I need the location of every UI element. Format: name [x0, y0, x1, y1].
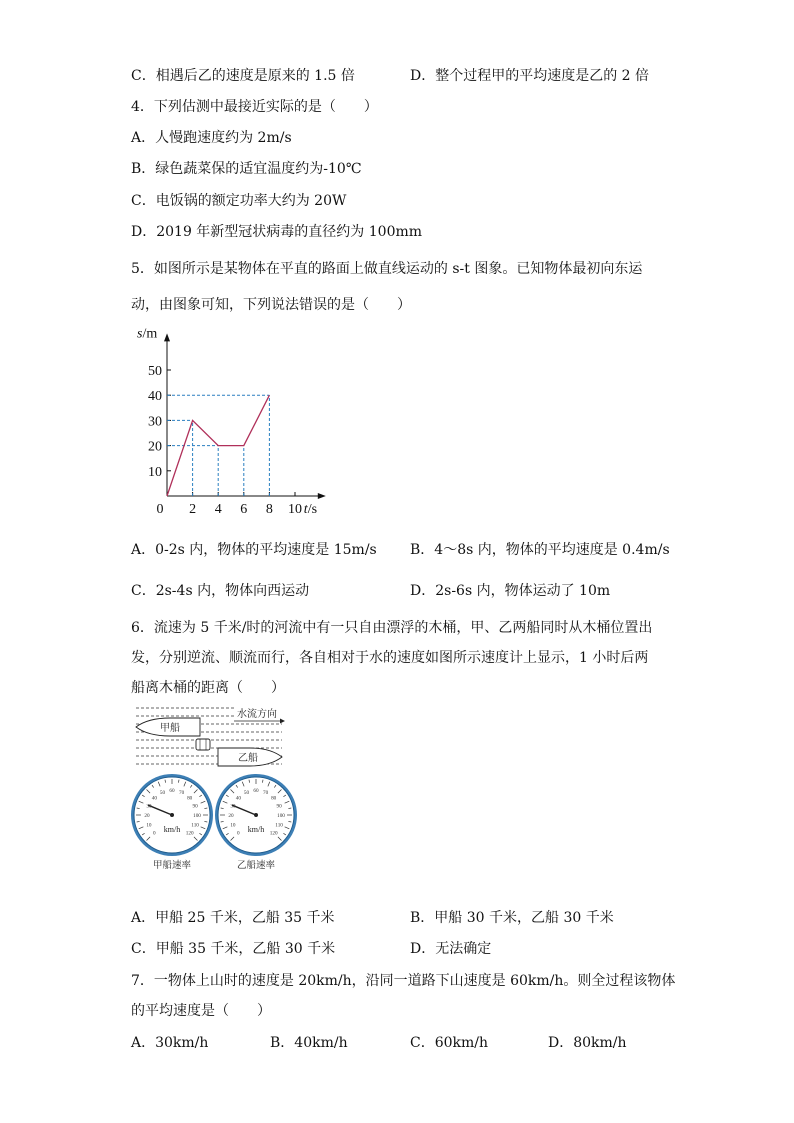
q6-option-d: D．无法确定: [410, 941, 492, 957]
gauge-tick-label: 110: [191, 822, 199, 829]
gauge-tick-label: 110: [275, 822, 283, 829]
gauge-tick-label: 100: [277, 813, 285, 819]
river-figure: [130, 702, 305, 874]
gauge-hub: [254, 813, 258, 817]
gauge-tick-label: 90: [276, 803, 282, 810]
q7-option-c: C．60km/h: [410, 1035, 489, 1051]
q6-option-b: B．甲船 30 千米，乙船 30 千米: [410, 910, 614, 926]
gauge-tick-label: 40: [151, 795, 157, 802]
gauge-tick-label: 0: [153, 830, 156, 837]
barrel-icon: [196, 739, 210, 750]
gauge-a-caption: 甲船速率: [152, 861, 192, 871]
y-tick-label: 50: [148, 364, 162, 379]
graph-labels: [137, 326, 317, 517]
x-tick-label: 2: [189, 502, 197, 517]
q6-option-c: C．甲船 35 千米，乙船 30 千米: [131, 941, 336, 957]
gauge-tick-label: 10: [230, 822, 236, 829]
gauge-tick-label: 20: [144, 813, 150, 819]
speedometer-b: [215, 774, 297, 856]
gauge-tick-label: 70: [178, 789, 185, 796]
y-tick-label: 20: [148, 439, 162, 455]
gauge-tick-label: 60: [253, 788, 259, 794]
gauge-tick-label: 20: [228, 813, 234, 819]
gauge-tick-label: 70: [262, 789, 269, 796]
gauge-unit-label: km/h: [247, 825, 265, 834]
q5-stem-line1: 5．如图所示是某物体在平直的路面上做直线运动的 s-t 图象。已知物体最初向东运: [131, 261, 643, 277]
gauge-tick-label: 90: [192, 803, 198, 810]
q5-stem-line2: 动，由图象可知，下列说法错误的是（ ）: [131, 297, 411, 313]
y-axis-arrow-icon: [164, 333, 170, 341]
q7-option-a: A．30km/h: [131, 1035, 209, 1051]
gauge-tick-label: 80: [187, 795, 193, 802]
y-tick-label: 30: [148, 414, 162, 430]
q5-option-d: D．2s-6s 内，物体运动了 10m: [410, 583, 611, 599]
x-tick-label: 10: [288, 502, 302, 517]
gauge-tick-label: 30: [146, 803, 152, 810]
q3-option-d: D．整个过程甲的平均速度是乙的 2 倍: [410, 68, 650, 84]
q4-stem: 4．下列估测中最接近实际的是（ ）: [131, 99, 378, 115]
x-tick-label: 4: [214, 502, 222, 517]
gauge-unit-label: km/h: [163, 825, 181, 834]
y-tick-label: 40: [148, 389, 162, 405]
y-tick-label: 10: [148, 464, 162, 480]
gauge-tick-label: 120: [269, 830, 278, 837]
q4-option-b: B．绿色蔬菜保的适宜温度约为-10℃: [131, 161, 362, 177]
q6-stem-line3: 船离木桶的距离（ ）: [131, 680, 285, 696]
gauge-tick-label: 10: [146, 822, 152, 829]
flow-direction-label: 水流方向: [237, 709, 277, 720]
gauge-tick-label: 30: [230, 803, 236, 810]
y-axis-label: s/m: [137, 326, 158, 342]
x-axis-label: t/s: [303, 502, 318, 517]
gauge-tick-label: 50: [159, 789, 166, 796]
gauge-tick-label: 80: [271, 795, 277, 802]
q7-stem-line1: 7．一物体上山时的速度是 20km/h，沿同一道路下山速度是 60km/h。则全过程该物体: [131, 973, 676, 989]
q5-option-a: A．0-2s 内，物体的平均速度是 15m/s: [131, 542, 377, 558]
q4-option-d: D．2019 年新型冠状病毒的直径约为 100mm: [131, 224, 423, 240]
x-tick-label: 0: [156, 502, 164, 517]
q6-option-a: A．甲船 25 千米，乙船 35 千米: [131, 910, 335, 926]
x-axis-arrow-icon: [318, 493, 326, 499]
q3-option-c: C．相遇后乙的速度是原来的 1.5 倍: [131, 68, 355, 84]
x-tick-label: 6: [240, 502, 248, 517]
gauge-tick-label: 60: [169, 788, 175, 794]
q4-option-a: A．人慢跑速度约为 2m/s: [131, 130, 292, 146]
gauge-tick-label: 40: [235, 795, 241, 802]
speedometer-a: [131, 774, 213, 856]
gauge-tick-label: 0: [237, 830, 240, 837]
q6-stem-line2: 发，分别逆流、顺流而行，各自相对于水的速度如图所示速度计上显示，1 小时后两: [131, 650, 649, 666]
st-graph: [130, 325, 330, 520]
boat-a-label: 甲船: [160, 723, 180, 734]
gauge-tick-label: 120: [185, 830, 194, 837]
graph-axes: [164, 333, 326, 499]
boat-b-label: 乙船: [238, 753, 258, 764]
gauge-hub: [170, 813, 174, 817]
q7-option-d: D．80km/h: [548, 1035, 627, 1051]
q6-stem-line1: 6．流速为 5 千米/时的河流中有一只自由漂浮的木桶，甲、乙两船同时从木桶位置出: [131, 620, 653, 636]
q5-option-b: B．4～8s 内，物体的平均速度是 0.4m/s: [410, 542, 670, 558]
gauge-tick-label: 100: [193, 813, 201, 819]
x-tick-label: 8: [265, 502, 273, 517]
q5-option-c: C．2s-4s 内，物体向西运动: [131, 583, 310, 599]
gauge-tick-label: 50: [243, 789, 250, 796]
gauge-b-caption: 乙船速率: [236, 861, 276, 871]
q7-stem-line2: 的平均速度是（ ）: [131, 1003, 271, 1019]
q4-option-c: C．电饭锅的额定功率大约为 20W: [131, 193, 347, 209]
q7-option-b: B．40km/h: [270, 1035, 348, 1051]
